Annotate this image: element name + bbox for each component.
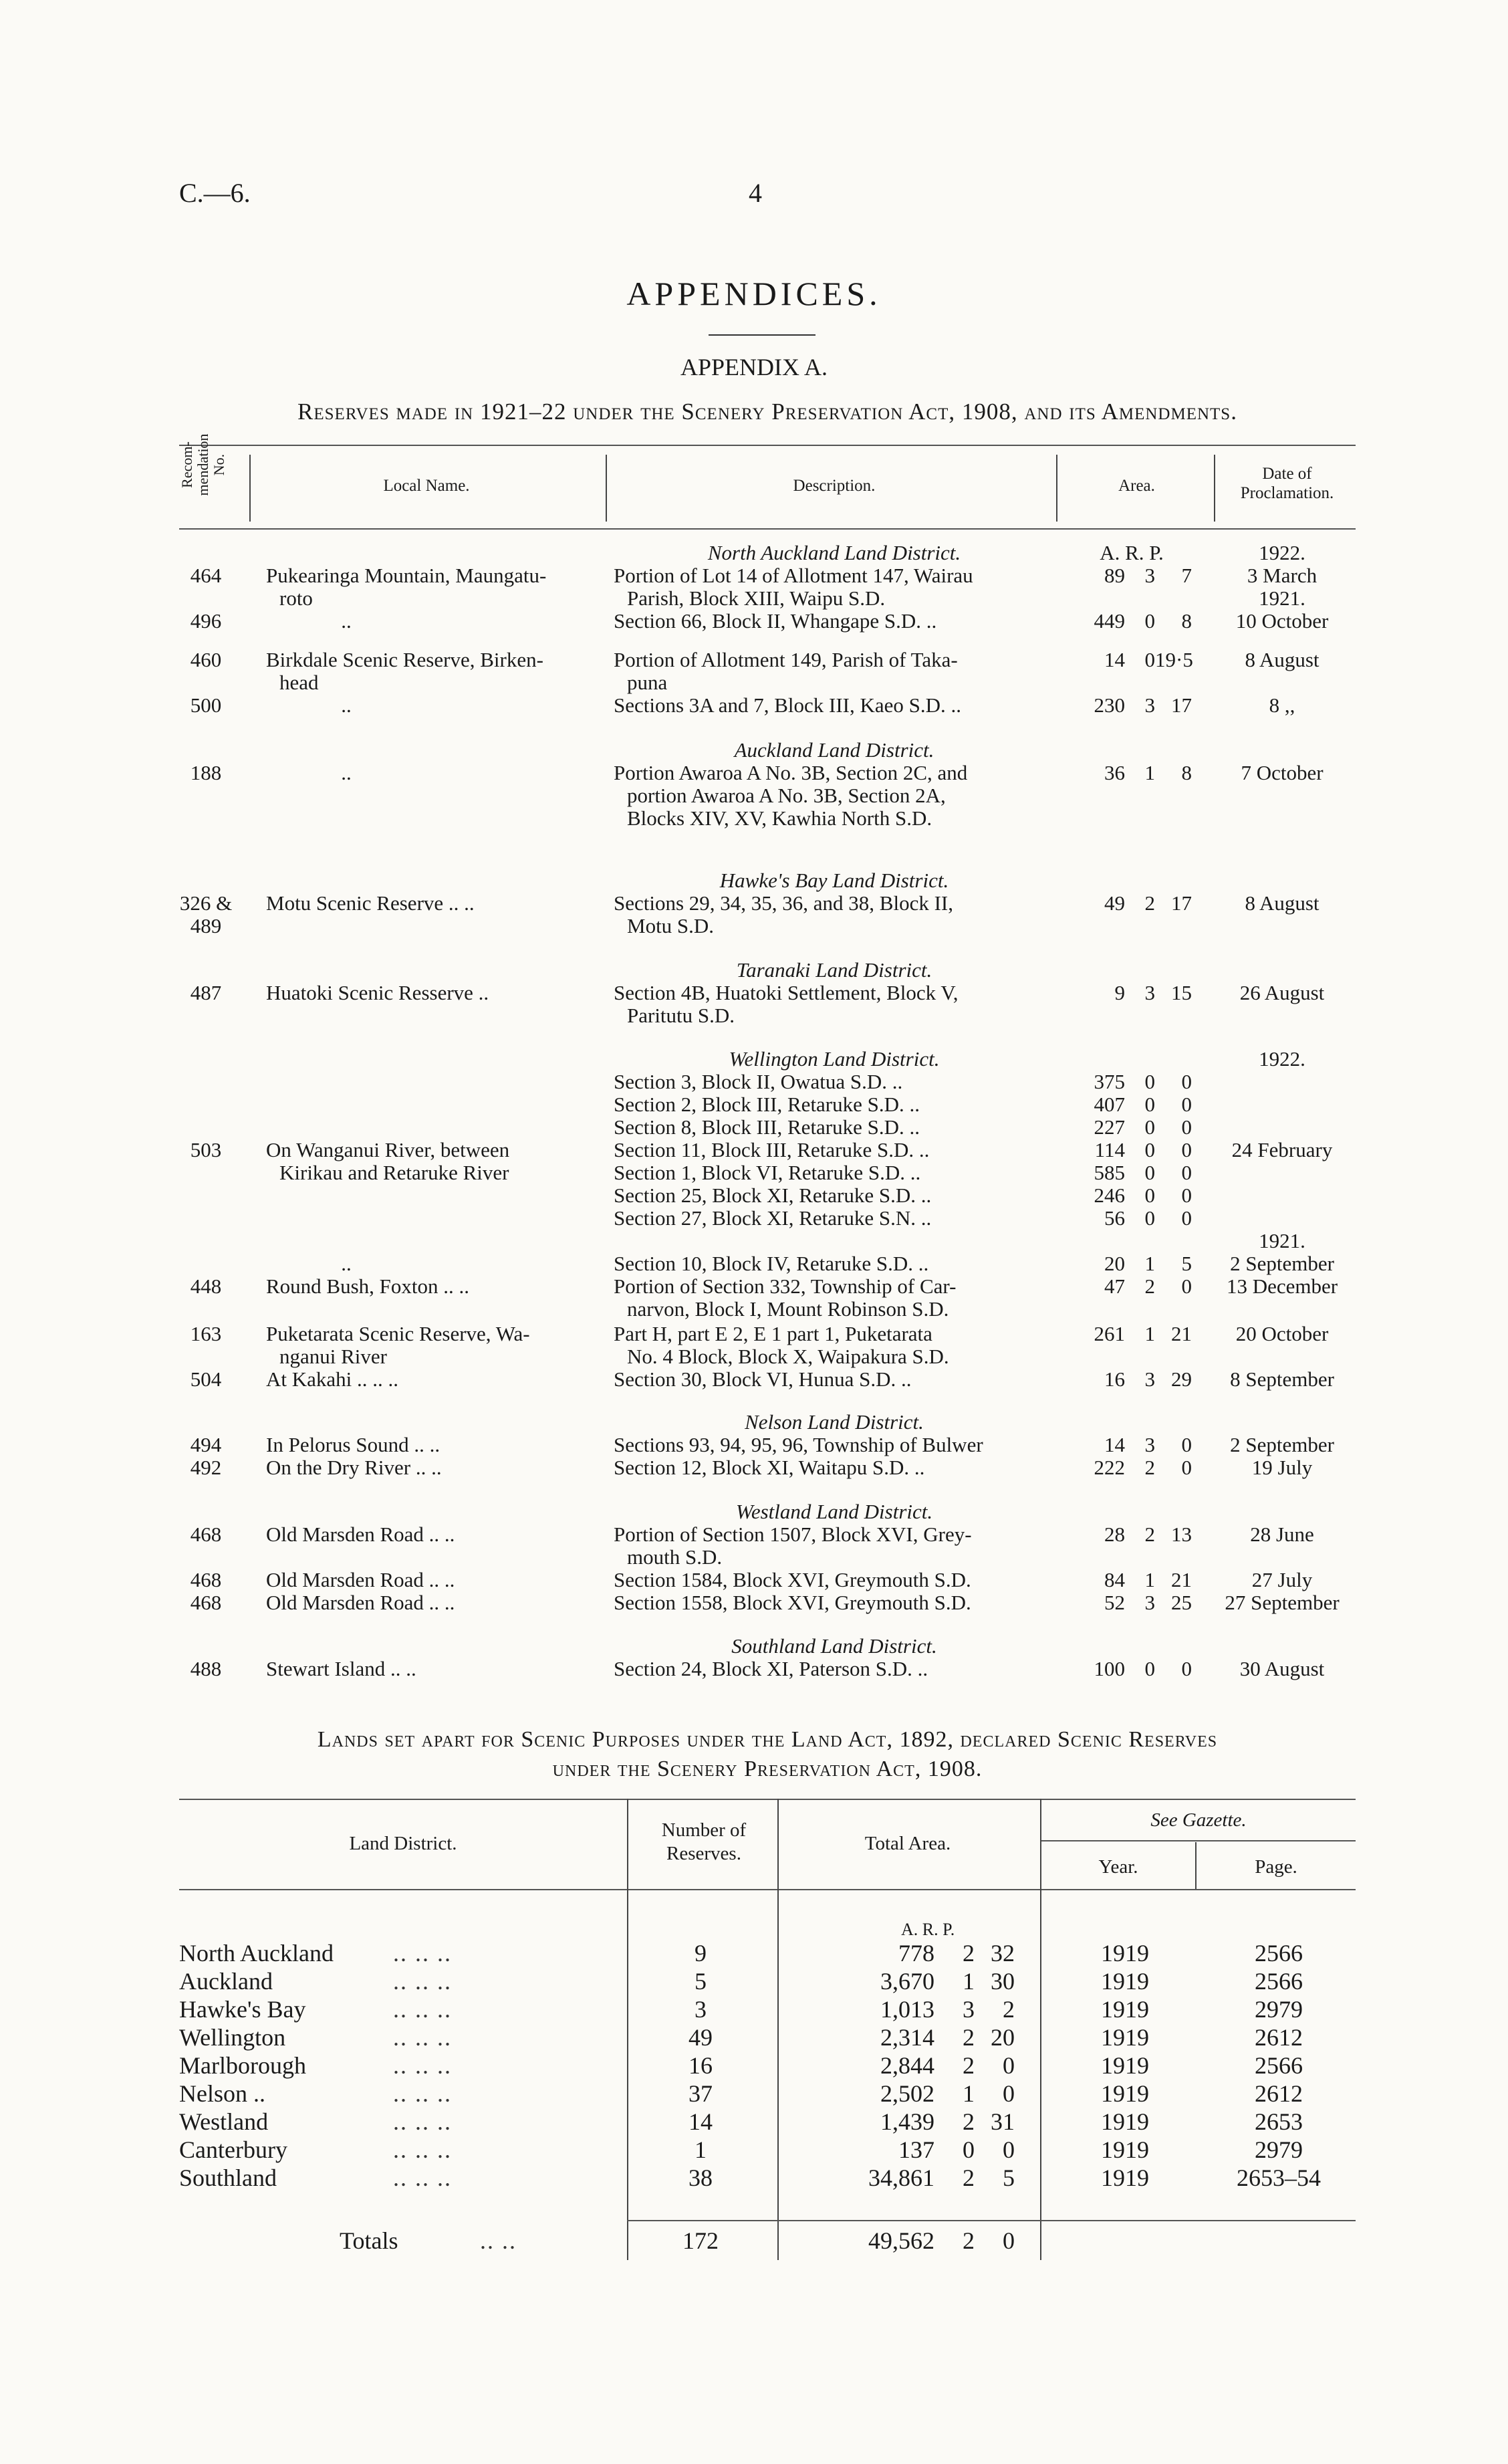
- year-label: 1922.: [1259, 541, 1305, 564]
- area-units: A. R. P.: [1100, 541, 1164, 564]
- number-of-reserves: 1: [695, 2136, 707, 2163]
- gazette-year: 1919: [1101, 2108, 1149, 2135]
- district-heading: Nelson Land District.: [745, 1410, 924, 1434]
- total-area: 778 2 32: [898, 1940, 1015, 1967]
- page-title: APPENDICES.: [626, 275, 882, 312]
- total-area: 34,861 2 5: [868, 2164, 1015, 2191]
- district-heading: Auckland Land District.: [734, 738, 934, 762]
- header-page: Page.: [1255, 1856, 1297, 1878]
- appendix-title: APPENDIX A.: [680, 354, 828, 380]
- column-divider: [249, 455, 251, 522]
- land-district: Marlborough: [179, 2052, 306, 2079]
- gazette-page: 2653: [1255, 2108, 1303, 2135]
- gazette-page: 2612: [1255, 2080, 1303, 2107]
- leader-dots: .. .. ..: [393, 1968, 452, 1995]
- header-see-gazette: See Gazette.: [1150, 1809, 1247, 1831]
- header-total-area: Total Area.: [864, 1833, 951, 1854]
- land-district: North Auckland: [179, 1940, 334, 1967]
- gazette-year: 1919: [1101, 2164, 1149, 2191]
- page-number: 4: [749, 178, 762, 208]
- number-of-reserves: 9: [695, 1940, 707, 1967]
- table-top-rule: [179, 445, 1356, 446]
- table-b-caption-line-1: Lands set apart for Scenic Purposes under the Land Act, 1892, declared Scenic Reserves: [317, 1727, 1218, 1752]
- gazette-year: 1919: [1101, 2052, 1149, 2079]
- totals-label: Totals: [340, 2227, 398, 2254]
- total-area: 2,844 2 0: [880, 2052, 1015, 2079]
- number-of-reserves: 14: [688, 2108, 713, 2135]
- gazette-year: 1919: [1101, 1940, 1149, 1967]
- header-recommendation-no: Recom-mendation No.: [178, 433, 228, 496]
- number-of-reserves: 38: [688, 2164, 713, 2191]
- number-of-reserves: 16: [688, 2052, 713, 2079]
- table-header-rule: [179, 1889, 1356, 1890]
- leader-dots: .. .. ..: [393, 2164, 452, 2191]
- leader-dots: .. .. ..: [393, 2080, 452, 2107]
- column-divider: [1056, 455, 1057, 522]
- total-area: 3,670 1 30: [880, 1968, 1015, 1995]
- number-of-reserves: 3: [695, 1996, 707, 2023]
- total-area: 1,439 2 31: [880, 2108, 1015, 2135]
- leader-dots: .. .. ..: [393, 1996, 452, 2023]
- gazette-page: 2979: [1255, 2136, 1303, 2163]
- header-number-of-reserves: Number of Reserves.: [661, 1819, 747, 1864]
- number-of-reserves: 5: [695, 1968, 707, 1995]
- gazette-page: 2566: [1255, 1968, 1303, 1995]
- header-land-district: Land District.: [349, 1833, 457, 1854]
- district-heading: Southland Land District.: [731, 1634, 937, 1658]
- gazette-year: 1919: [1101, 1968, 1149, 1995]
- gazette-page: 2979: [1255, 1996, 1303, 2023]
- header-local-name: Local Name.: [383, 477, 470, 495]
- gazette-rule: [1041, 1840, 1356, 1841]
- district-heading: Westland Land District.: [735, 1500, 933, 1523]
- header-area: Area.: [1118, 477, 1155, 495]
- total-area: 2,314 2 20: [880, 2024, 1015, 2051]
- district-heading: Hawke's Bay Land District.: [719, 869, 949, 892]
- total-area: 137 0 0: [898, 2136, 1015, 2163]
- header-description: Description.: [793, 477, 876, 495]
- table-a-caption: Reserves made in 1921–22 under the Scenery Preservation Act, 1908, and its Amendments.: [297, 399, 1237, 425]
- gazette-page: 2612: [1255, 2024, 1303, 2051]
- leader-dots: .. .. ..: [393, 2024, 452, 2051]
- column-divider: [627, 1799, 628, 2260]
- column-divider: [606, 455, 607, 522]
- gazette-year: 1919: [1101, 2024, 1149, 2051]
- gazette-page: 2566: [1255, 2052, 1303, 2079]
- totals-number: 172: [682, 2227, 719, 2254]
- land-district: Nelson ..: [179, 2080, 265, 2107]
- district-heading: Taranaki Land District.: [736, 958, 932, 982]
- column-divider: [1214, 455, 1215, 522]
- table-header-rule: [179, 528, 1356, 530]
- table-b-caption: [179, 1725, 1356, 1784]
- land-district: Canterbury: [179, 2136, 287, 2163]
- district-heading: North Auckland Land District.: [707, 541, 961, 564]
- leader-dots: .. .. ..: [393, 2108, 452, 2135]
- gazette-year: 1919: [1101, 1996, 1149, 2023]
- header-year: Year.: [1098, 1856, 1138, 1878]
- leader-dots: .. .. ..: [393, 1940, 452, 1967]
- land-district: Westland: [179, 2108, 269, 2135]
- gazette-year: 1919: [1101, 2136, 1149, 2163]
- totals-rule: [627, 2220, 1356, 2221]
- table-b-caption-line-2: under the Scenery Preservation Act, 1908.: [552, 1757, 983, 1781]
- number-of-reserves: 49: [688, 2024, 713, 2051]
- total-area: 1,013 3 2: [880, 1996, 1015, 2023]
- table-top-rule: [179, 1799, 1356, 1800]
- land-district: Hawke's Bay: [179, 1996, 306, 2023]
- gazette-page: 2566: [1255, 1940, 1303, 1967]
- leader-dots: .. .. ..: [393, 2052, 452, 2079]
- land-district: Wellington: [179, 2024, 286, 2051]
- land-district: Southland: [179, 2164, 277, 2191]
- leader-dots: .. .. ..: [393, 2136, 452, 2163]
- district-heading: Wellington Land District.: [729, 1047, 940, 1071]
- column-divider: [777, 1799, 779, 2260]
- total-area: 2,502 1 0: [880, 2080, 1015, 2107]
- gazette-page: 2653–54: [1237, 2164, 1321, 2191]
- gazette-year: 1919: [1101, 2080, 1149, 2107]
- header-date: Date of Proclamation.: [1240, 465, 1334, 502]
- number-of-reserves: 37: [688, 2080, 713, 2107]
- area-units: A. R. P.: [901, 1920, 955, 1939]
- totals-area: 49,562 2 0: [868, 2227, 1015, 2254]
- document-reference: C.—6.: [179, 178, 251, 208]
- title-rule: [709, 334, 815, 336]
- land-district: Auckland: [179, 1968, 273, 1995]
